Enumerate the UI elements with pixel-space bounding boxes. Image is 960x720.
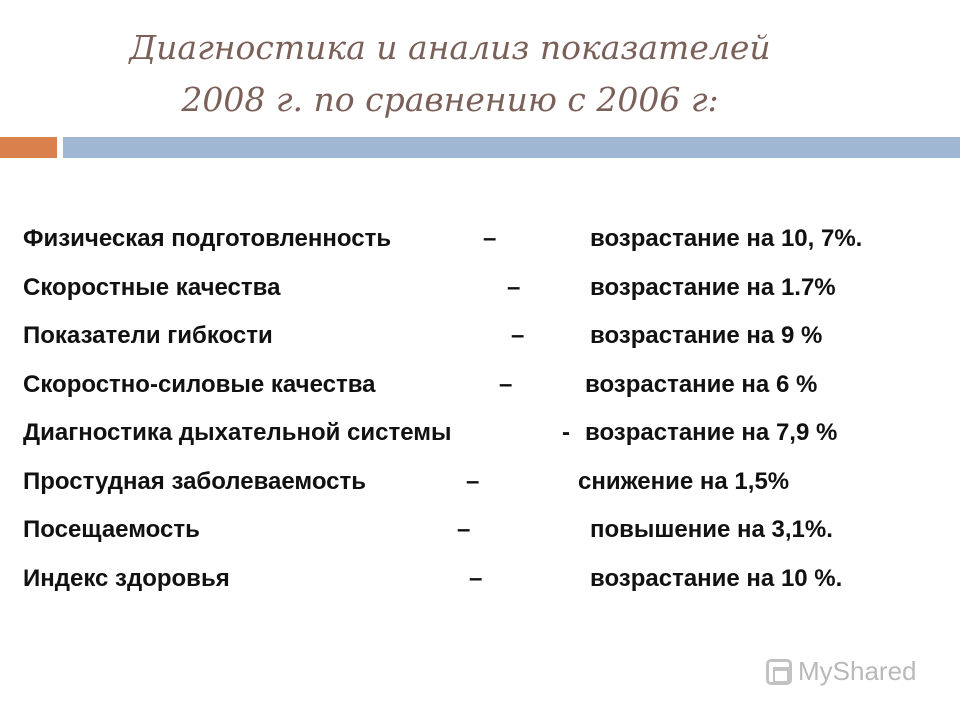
indicator-dash: – <box>507 273 521 301</box>
list-item <box>23 225 943 274</box>
slide-title-line-2: 2008 г. по сравнению с 2006 г: <box>181 80 719 119</box>
indicator-result: снижение на 1,5% <box>578 467 790 495</box>
indicator-dash: - <box>562 419 570 446</box>
indicator-name: Индекс здоровья <box>23 564 230 592</box>
indicator-name: Скоростно-силовые качества <box>23 370 376 398</box>
indicator-dash: – <box>457 516 471 543</box>
indicator-result: возрастание на 1.7% <box>590 273 836 301</box>
list-item <box>23 274 943 323</box>
watermark-text: MyShared <box>798 656 917 686</box>
list-item <box>23 565 943 614</box>
indicator-list <box>23 225 943 613</box>
indicator-result: возрастание на 7,9 % <box>585 419 838 446</box>
indicator-name: Физическая подготовленность <box>23 225 392 252</box>
indicator-result: возрастание на 10, 7%. <box>590 225 863 252</box>
indicator-dash: – <box>499 370 513 398</box>
list-item <box>23 419 943 468</box>
indicator-dash: – <box>466 467 480 495</box>
indicator-dash: – <box>511 322 525 349</box>
presentation-icon <box>766 659 792 685</box>
watermark-logo <box>766 656 917 687</box>
slide-title <box>60 22 840 126</box>
list-item <box>23 371 943 420</box>
indicator-name: Диагностика дыхательной системы <box>23 419 452 446</box>
indicator-name: Простудная заболеваемость <box>23 467 367 495</box>
indicator-result: возрастание на 10 %. <box>590 564 843 592</box>
indicator-dash: – <box>469 564 483 592</box>
title-accent-bar <box>0 137 57 158</box>
indicator-result: возрастание на 6 % <box>585 370 818 398</box>
list-item <box>23 468 943 517</box>
indicator-name: Скоростные качества <box>23 273 281 301</box>
indicator-name: Показатели гибкости <box>23 322 273 349</box>
indicator-dash: – <box>483 225 497 252</box>
indicator-name: Посещаемость <box>23 516 200 543</box>
indicator-result: возрастание на 9 % <box>590 322 823 349</box>
list-item <box>23 516 943 565</box>
list-item <box>23 322 943 371</box>
slide-title-line-1: Диагностика и анализ показателей <box>129 28 771 67</box>
indicator-result: повышение на 3,1%. <box>590 516 833 543</box>
title-divider-bar <box>63 137 960 158</box>
